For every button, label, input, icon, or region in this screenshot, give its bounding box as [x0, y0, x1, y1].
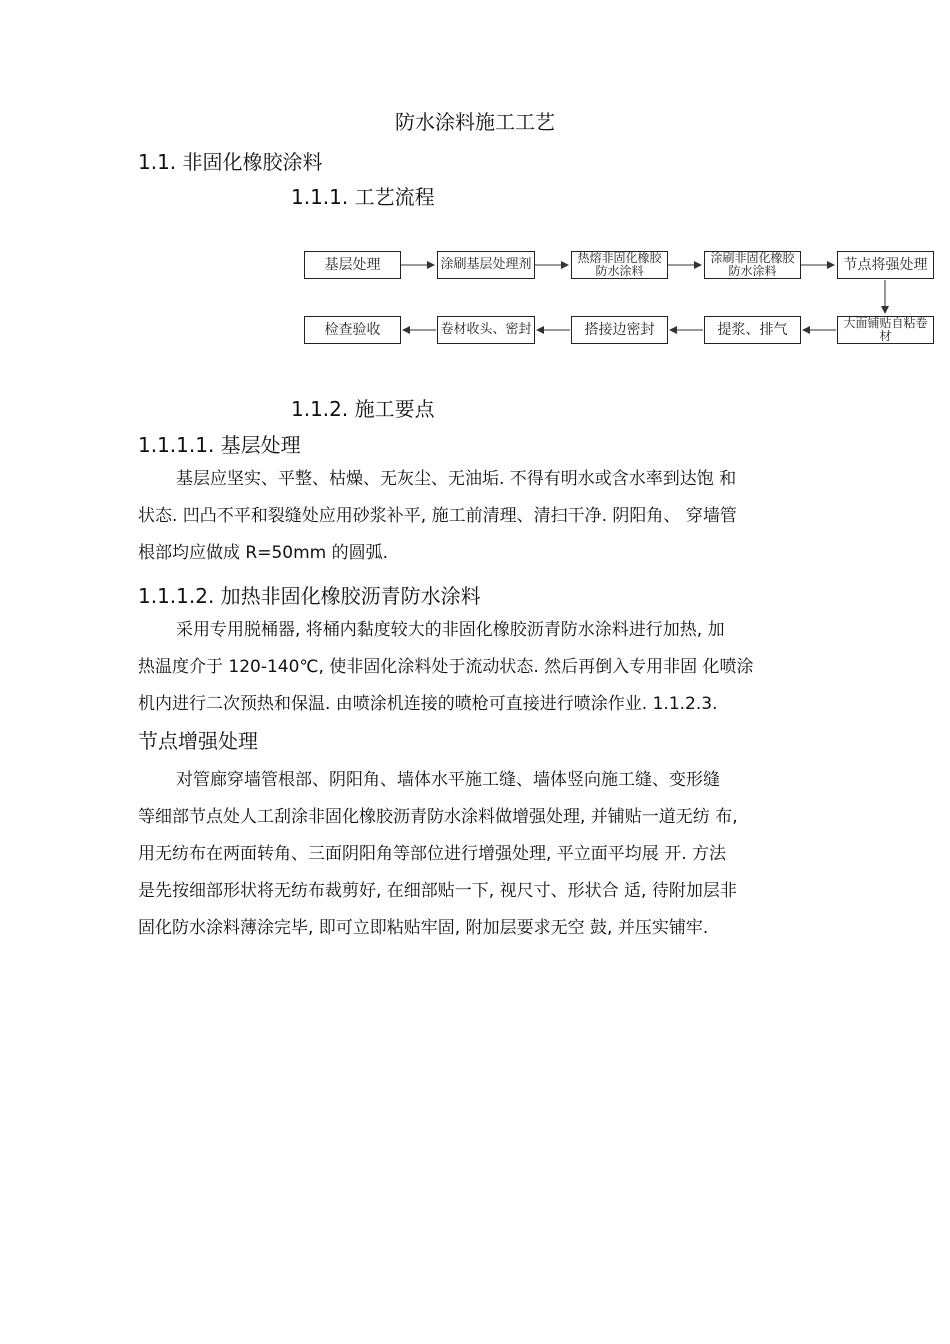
- paragraph-line: 等细部节点处人工刮涂非固化橡胶沥青防水涂料做增强处理, 并铺贴一道无纺 布,: [138, 807, 738, 827]
- paragraph-base-treatment: [138, 461, 814, 572]
- flow-step-edge-sealing: 卷材收头、密封: [437, 316, 535, 344]
- section-heading-1-1-2: 1.1.2. 施工要点: [291, 397, 435, 421]
- flow-step-hot-melt-coating: 热熔非固化橡胶 防水涂料: [571, 251, 668, 279]
- paragraph-line: 基层应坚实、平整、枯燥、无灰尘、无油垢. 不得有明水或含水率到达饱 和: [176, 469, 737, 489]
- flow-step-self-adhesive-membrane: 大面铺贴自粘卷 材: [837, 316, 934, 344]
- section-heading-1-1: 1.1. 非固化橡胶涂料: [138, 150, 323, 174]
- paragraph-line: 固化防水涂料薄涂完毕, 即可立即粘贴牢固, 附加层要求无空 鼓, 并压实铺牢.: [138, 918, 709, 938]
- section-heading-1-1-1: 1.1.1. 工艺流程: [291, 185, 435, 209]
- paragraph-line: 用无纺布在两面转角、三面阴阳角等部位进行增强处理, 平立面平均展 开. 方法: [138, 844, 727, 864]
- paragraph-line: 是先按细部形状将无纺布裁剪好, 在细部贴一下, 视尺寸、形状合 适, 待附加层非: [138, 881, 737, 901]
- paragraph-line: 根部均应做成 R=50mm 的圆弧.: [138, 543, 389, 563]
- paragraph-line: 热温度介于 120-140℃, 使非固化涂料处于流动状态. 然后再倒入专用非固 化喷涂: [138, 657, 754, 677]
- paragraph-line: 机内进行二次预热和保温. 由喷涂机连接的喷枪可直接进行喷涂作业. 1.1.2.3.: [138, 694, 718, 714]
- flow-step-inspection: 检查验收: [304, 316, 401, 344]
- page-title: 防水涂料施工工艺: [395, 110, 555, 134]
- paragraph-line: 对管廊穿墙管根部、阴阳角、墙体水平施工缝、墙体竖向施工缝、变形缝: [176, 770, 720, 790]
- paragraph-heating-coating: [138, 612, 814, 760]
- paragraph-line: 状态. 凹凸不平和裂缝处应用砂浆补平, 施工前清理、清扫干净. 阴阳角、 穿墙管: [138, 506, 737, 526]
- paragraph-line: 采用专用脱桶器, 将桶内黏度较大的非固化橡胶沥青防水涂料进行加热, 加: [176, 620, 725, 640]
- paragraph-line: 节点增强处理: [138, 729, 258, 753]
- section-heading-1-1-1-1: 1.1.1.1. 基层处理: [138, 433, 301, 457]
- flow-step-brush-coating: 涂刷非固化橡胶 防水涂料: [704, 251, 801, 279]
- flow-step-base-treatment: 基层处理: [304, 251, 401, 279]
- paragraph-node-reinforcement: [138, 762, 814, 947]
- flow-step-lap-sealing: 搭接边密封: [571, 316, 668, 344]
- flow-step-slurry-exhaust: 提浆、排气: [704, 316, 801, 344]
- section-heading-1-1-1-2: 1.1.1.2. 加热非固化橡胶沥青防水涂料: [138, 584, 481, 608]
- flow-step-apply-primer: 涂刷基层处理剂: [437, 251, 535, 279]
- flow-step-node-reinforcement: 节点将强处理: [837, 251, 934, 279]
